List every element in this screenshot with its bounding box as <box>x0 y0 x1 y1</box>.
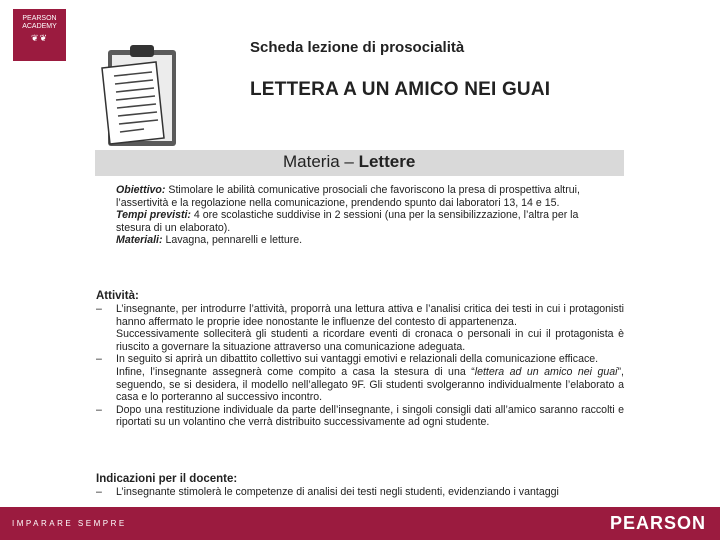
lesson-sheet <box>84 14 636 500</box>
activity-2-cont-a: Infine, l’insegnante assegnerà come compito a casa la stesura di una “ <box>116 365 475 378</box>
subject-name: Lettere <box>358 152 416 171</box>
list-dash: – <box>96 486 102 498</box>
teacher-list <box>96 486 624 499</box>
activity-2-cont-b: ”, seguendo, se si desidera, il modello nell’allegato 9F. Gli studenti svolgeranno individualmente l’elaborato a casa e lo porteranno al successivo incontro. <box>116 365 624 404</box>
teacher-heading: Indicazioni per il docente: <box>96 473 238 485</box>
list-dash: – <box>96 353 102 366</box>
list-item <box>96 486 624 499</box>
logo-line-2: ACADEMY <box>22 23 57 30</box>
laurel-icon: ❦❦ <box>30 33 49 43</box>
pearson-wordmark: PEARSON <box>609 513 706 533</box>
materials-label: Materiali: <box>116 234 163 247</box>
activity-2-letter-title: lettera ad un amico nei guai <box>474 365 618 378</box>
activity-1: L’insegnante, per introdurre l’attività, proporrà una lettura attiva e l’analisi critica dei testi in cui i protagonisti hanno affermato le proprie idee nonostante le influenze del contesto di appartenenza. <box>116 303 624 328</box>
activity-1-cont: Successivamente solleciterà gli studenti a ricordare eventi di cronaca o personali in cui il protagonista è riuscito a governare la situazione attraverso una comunicazione adeguata. <box>116 328 624 353</box>
teacher-1: L’insegnante stimolerà le competenze di analisi dei testi negli studenti, evidenziando i vantaggi <box>116 486 559 498</box>
activities-list <box>96 303 624 429</box>
list-item <box>96 353 624 366</box>
logo-line-1: PEARSON <box>22 15 57 22</box>
list-item <box>96 303 624 328</box>
clipboard-icon <box>94 42 180 150</box>
activity-3: Dopo una restituzione individuale da parte dell’insegnante, i singoli consigli dati all’amico saranno raccolti e riportati su un volantino che verrà distribuito successivamente ad ogni studente. <box>116 403 624 429</box>
activity-2-cont <box>96 366 624 404</box>
list-dash: – <box>96 303 102 315</box>
pearson-academy-logo <box>13 9 66 61</box>
footer-tagline: IMPARARE SEMPRE <box>12 519 127 528</box>
list-dash: – <box>96 403 102 416</box>
subject-line <box>283 152 415 172</box>
activities-heading: Attività: <box>96 290 139 302</box>
time-text: 4 ore scolastiche suddivise in 2 sessioni (una per la sensibilizzazione, l’altra per la stesura di un elaborato). <box>116 209 579 234</box>
time-label: Tempi previsti: <box>116 209 191 222</box>
objective-text: Stimolare le abilità comunicative prosociali che favoriscono la presa di prospettiva altrui, l’assertività e la regolazione nella comunicazione, prendendo spunto dai laboratori 13, 14 e 15. <box>116 184 580 209</box>
objective-label: Obiettivo: <box>116 184 166 196</box>
sheet-title: LETTERA A UN AMICO NEI GUAI <box>250 79 551 100</box>
materials-text: Lavagna, pennarelli e letture. <box>162 234 303 247</box>
list-item <box>96 404 624 429</box>
subject-prefix: Materia – <box>283 152 359 171</box>
sheet-kicker: Scheda lezione di prosocialità <box>250 39 465 56</box>
activity-2: In seguito si aprirà un dibattito collettivo sui vantaggi emotivi e relazionali della comunicazione efficace. <box>116 353 599 366</box>
objective-block <box>116 184 616 247</box>
